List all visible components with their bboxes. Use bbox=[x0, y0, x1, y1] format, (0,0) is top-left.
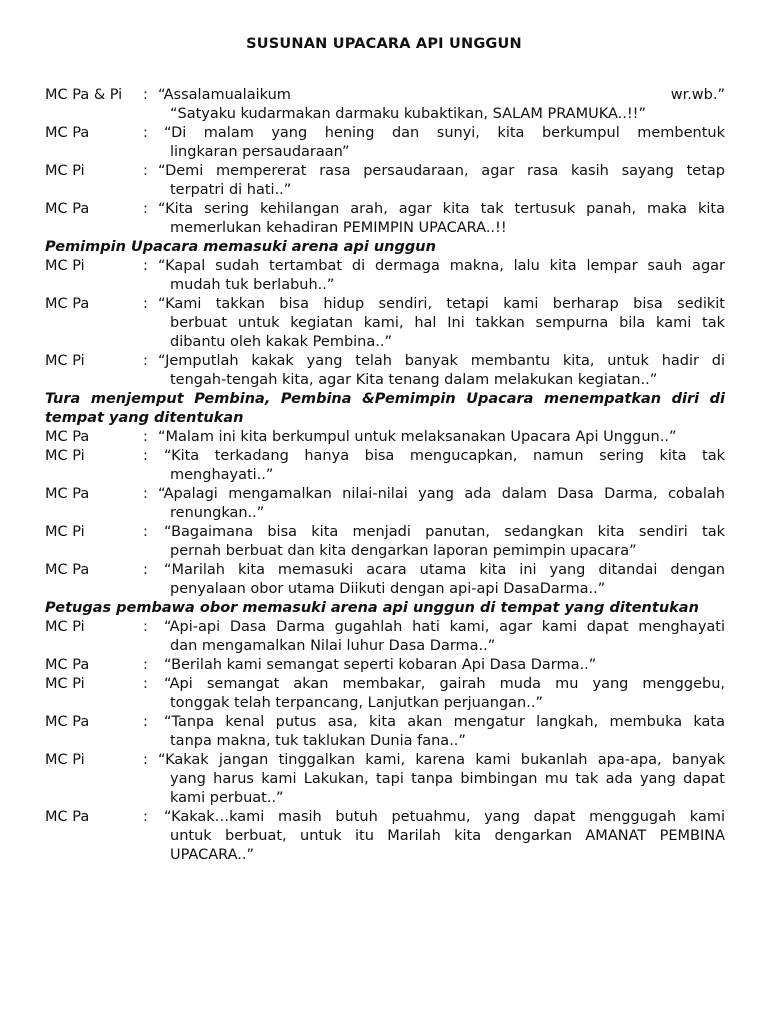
dialog-line: renungkan..” bbox=[170, 505, 265, 521]
dialog-text bbox=[158, 257, 725, 295]
dialog-line: berbuat untuk kegiatan kami, hal Ini takkan sempurna bila kami tak bbox=[170, 315, 725, 331]
dialog-line: UPACARA..” bbox=[170, 847, 255, 863]
dialog-row bbox=[45, 428, 725, 447]
dialog-text bbox=[158, 162, 725, 200]
dialog-row bbox=[45, 561, 725, 599]
dialog-row bbox=[45, 447, 725, 485]
dialog-line: memerlukan kehadiran PEMIMPIN UPACARA..!! bbox=[170, 220, 507, 236]
dialog-line: dan mengamalkan Nilai luhur Dasa Darma..” bbox=[170, 638, 496, 654]
speaker-separator: : bbox=[143, 448, 148, 464]
speaker-label: MC Pi bbox=[45, 163, 85, 179]
dialog-row bbox=[45, 523, 725, 561]
dialog-row bbox=[45, 86, 725, 124]
dialog-line: “Kita terkadang hanya bisa mengucapkan, namun sering kita tak bbox=[164, 448, 725, 464]
dialog-text bbox=[158, 618, 725, 656]
speaker-label: MC Pa bbox=[45, 657, 90, 673]
dialog-text bbox=[158, 124, 725, 162]
speaker-separator: : bbox=[143, 714, 148, 730]
stage-direction bbox=[45, 599, 725, 618]
speaker-separator: : bbox=[143, 657, 148, 673]
speaker-label: MC Pi bbox=[45, 524, 85, 540]
speaker-separator: : bbox=[143, 619, 148, 635]
speaker-separator: : bbox=[143, 429, 148, 445]
dialog-line: “Tanpa kenal putus asa, kita akan mengatur langkah, membuka kata bbox=[164, 714, 725, 730]
speaker-label: MC Pa bbox=[45, 429, 90, 445]
speaker-label: MC Pa bbox=[45, 714, 90, 730]
speaker-label: MC Pa bbox=[45, 486, 90, 502]
stage-direction-line: tempat yang ditentukan bbox=[45, 410, 244, 426]
speaker-label: MC Pi bbox=[45, 448, 85, 464]
dialog-text bbox=[158, 295, 725, 352]
speaker-separator: : bbox=[143, 296, 148, 312]
dialog-line: “Malam ini kita berkumpul untuk melaksanakan Upacara Api Unggun..” bbox=[158, 429, 677, 445]
dialog-row bbox=[45, 713, 725, 751]
stage-direction-line: Petugas pembawa obor memasuki arena api unggun di tempat yang ditentukan bbox=[45, 600, 699, 616]
dialog-line: “Satyaku kudarmakan darmaku kubaktikan, SALAM PRAMUKA..!!” bbox=[170, 106, 647, 122]
dialog-line: tanpa makna, tuk taklukan Dunia fana..” bbox=[170, 733, 466, 749]
speaker-separator: : bbox=[143, 258, 148, 274]
dialog-row bbox=[45, 352, 725, 390]
dialog-line: “Kami takkan bisa hidup sendiri, tetapi kami berharap bisa sedikit bbox=[158, 296, 725, 312]
document-body bbox=[45, 86, 725, 865]
dialog-line: “Api semangat akan membakar, gairah muda mu yang menggebu, bbox=[164, 676, 725, 692]
dialog-text bbox=[158, 675, 725, 713]
dialog-row bbox=[45, 162, 725, 200]
dialog-line: “Kakak…kami masih butuh petuahmu, yang dapat menggugah kami bbox=[164, 809, 725, 825]
dialog-text bbox=[158, 523, 725, 561]
speaker-label: MC Pi bbox=[45, 258, 85, 274]
stage-direction bbox=[45, 238, 725, 257]
dialog-line: lingkaran persaudaraan” bbox=[170, 144, 350, 160]
speaker-label: MC Pi bbox=[45, 752, 85, 768]
speaker-label: MC Pi bbox=[45, 619, 85, 635]
speaker-label: MC Pa bbox=[45, 125, 90, 141]
dialog-row bbox=[45, 124, 725, 162]
dialog-row bbox=[45, 295, 725, 352]
speaker-separator: : bbox=[143, 809, 148, 825]
dialog-text bbox=[158, 428, 725, 447]
speaker-label: MC Pi bbox=[45, 353, 85, 369]
dialog-row bbox=[45, 200, 725, 238]
dialog-row bbox=[45, 485, 725, 523]
stage-direction bbox=[45, 390, 725, 428]
dialog-row bbox=[45, 257, 725, 295]
dialog-text bbox=[158, 447, 725, 485]
stage-direction-line: Pemimpin Upacara memasuki arena api unggun bbox=[45, 239, 436, 255]
dialog-line: “Berilah kami semangat seperti kobaran Api Dasa Darma..” bbox=[164, 657, 597, 673]
dialog-line: pernah berbuat dan kita dengarkan laporan pemimpin upacara” bbox=[170, 543, 637, 559]
dialog-text bbox=[158, 352, 725, 390]
dialog-line: untuk berbuat, untuk itu Marilah kita dengarkan AMANAT PEMBINA bbox=[170, 828, 725, 844]
speaker-separator: : bbox=[143, 163, 148, 179]
dialog-line: terpatri di hati..” bbox=[170, 182, 292, 198]
speaker-separator: : bbox=[143, 486, 148, 502]
dialog-line: “Kita sering kehilangan arah, agar kita tak tertusuk panah, maka kita bbox=[158, 201, 725, 217]
dialog-text bbox=[158, 561, 725, 599]
dialog-line: “Kakak jangan tinggalkan kami, karena kami bukanlah apa-apa, banyak bbox=[158, 752, 725, 768]
dialog-text bbox=[158, 200, 725, 238]
speaker-separator: : bbox=[143, 353, 148, 369]
dialog-line: mudah tuk berlabuh..” bbox=[170, 277, 335, 293]
dialog-line: “Jemputlah kakak yang telah banyak membantu kita, untuk hadir di bbox=[158, 353, 725, 369]
speaker-separator: : bbox=[143, 201, 148, 217]
speaker-label: MC Pa bbox=[45, 562, 90, 578]
speaker-separator: : bbox=[143, 562, 148, 578]
speaker-label: MC Pa & Pi bbox=[45, 87, 123, 103]
speaker-separator: : bbox=[143, 125, 148, 141]
dialog-line: “Assalamualaikum wr.wb.” bbox=[158, 87, 725, 103]
speaker-separator: : bbox=[143, 752, 148, 768]
speaker-separator: : bbox=[143, 676, 148, 692]
dialog-text bbox=[158, 808, 725, 865]
dialog-text bbox=[158, 656, 725, 675]
dialog-line: menghayati..” bbox=[170, 467, 274, 483]
document-title: SUSUNAN UPACARA API UNGGUN bbox=[246, 36, 522, 52]
dialog-row bbox=[45, 656, 725, 675]
speaker-separator: : bbox=[143, 524, 148, 540]
dialog-line: kami perbuat..” bbox=[170, 790, 284, 806]
dialog-line: “Kapal sudah tertambat di dermaga makna, lalu kita lempar sauh agar bbox=[158, 258, 725, 274]
speaker-separator: : bbox=[143, 87, 148, 103]
dialog-line: “Bagaimana bisa kita menjadi panutan, sedangkan kita sendiri tak bbox=[164, 524, 725, 540]
dialog-row bbox=[45, 618, 725, 656]
dialog-line: “Di malam yang hening dan sunyi, kita berkumpul membentuk bbox=[164, 125, 725, 141]
dialog-line: tengah-tengah kita, agar Kita tenang dalam melakukan kegiatan..” bbox=[170, 372, 658, 388]
speaker-label: MC Pi bbox=[45, 676, 85, 692]
speaker-label: MC Pa bbox=[45, 201, 90, 217]
speaker-label: MC Pa bbox=[45, 296, 90, 312]
dialog-line: yang harus kami Lakukan, tapi tanpa bimbingan mu tak ada yang dapat bbox=[170, 771, 725, 787]
dialog-line: “Demi mempererat rasa persaudaraan, agar rasa kasih sayang tetap bbox=[158, 163, 725, 179]
dialog-line: penyalaan obor utama Diikuti dengan api-api DasaDarma..” bbox=[170, 581, 606, 597]
dialog-row bbox=[45, 808, 725, 865]
dialog-text bbox=[158, 86, 725, 124]
dialog-line: “Apalagi mengamalkan nilai-nilai yang ada dalam Dasa Darma, cobalah bbox=[158, 486, 725, 502]
dialog-text bbox=[158, 713, 725, 751]
dialog-row bbox=[45, 751, 725, 808]
dialog-line: “Api-api Dasa Darma gugahlah hati kami, agar kami dapat menghayati bbox=[164, 619, 725, 635]
dialog-line: “Marilah kita memasuki acara utama kita ini yang ditandai dengan bbox=[164, 562, 725, 578]
dialog-text bbox=[158, 485, 725, 523]
dialog-line: dibantu oleh kakak Pembina..” bbox=[170, 334, 392, 350]
dialog-text bbox=[158, 751, 725, 808]
dialog-row bbox=[45, 675, 725, 713]
stage-direction-line: Tura menjemput Pembina, Pembina &Pemimpin Upacara menempatkan diri di bbox=[45, 391, 725, 407]
dialog-line: tonggak telah terpancang, Lanjutkan perjuangan..” bbox=[170, 695, 543, 711]
speaker-label: MC Pa bbox=[45, 809, 90, 825]
